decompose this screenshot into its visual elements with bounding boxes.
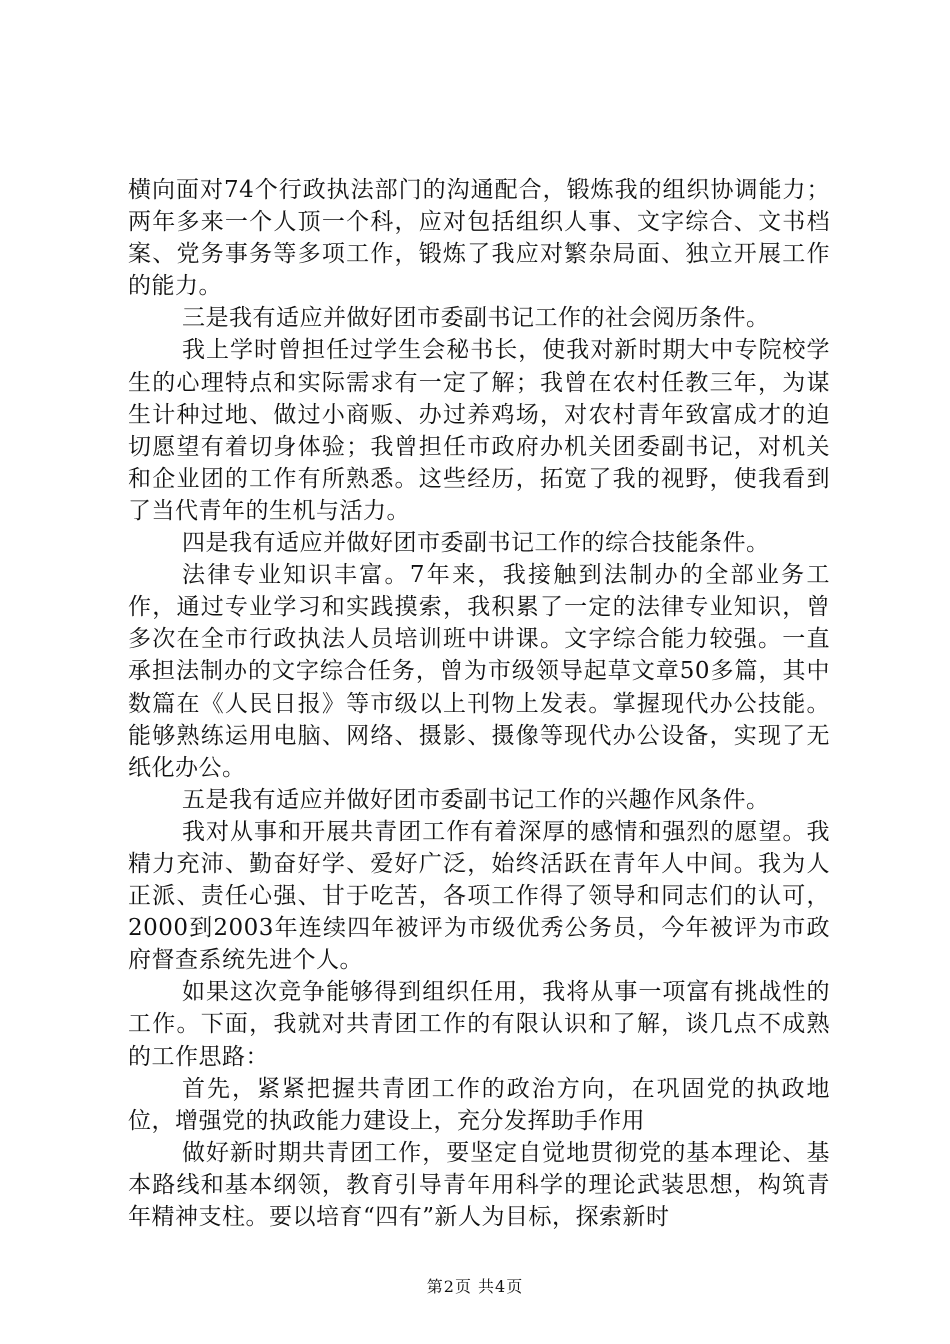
paragraph-8: 如果这次竞争能够得到组织任用，我将从事一项富有挑战性的工作。下面，我就对共青团工作的有限认识和了解，谈几点不成熟的工作思路： xyxy=(128,979,830,1070)
paragraph-5: 法律专业知识丰富。7年来，我接触到法制办的全部业务工作，通过专业学习和实践摸索，我积累了一定的法律专业知识，曾多次在全市行政执法人员培训班中讲课。文字综合能力较强。一直承担法制办的文字综合任务，曾为市级领导起草文章50多篇，其中数篇在《人民日报》等市级以上刊物上发表。掌握现代办公技能。能够熟练运用电脑、网络、摄影、摄像等现代办公设备，实现了无纸化办公。 xyxy=(128,562,830,781)
paragraph-9: 首先，紧紧把握共青团工作的政治方向，在巩固党的执政地位，增强党的执政能力建设上，充分发挥助手作用 xyxy=(128,1075,830,1134)
paragraph-6: 五是我有适应并做好团市委副书记工作的兴趣作风条件。 xyxy=(182,786,770,813)
page-footer xyxy=(0,1277,950,1297)
paragraph-1: 横向面对74个行政执法部门的沟通配合，锻炼我的组织协调能力；两年多来一个人顶一个科，应对包括组织人事、文字综合、文书档案、党务事务等多项工作，锻炼了我应对繁杂局面、独立开展工作的能力。 xyxy=(128,177,830,300)
document-body xyxy=(128,174,830,1233)
paragraph-3: 我上学时曾担任过学生会秘书长，使我对新时期大中专院校学生的心理特点和实际需求有一定了解；我曾在农村任教三年，为谋生计种过地、做过小商贩、办过养鸡场，对农村青年致富成才的迫切愿望有着切身体验；我曾担任市政府办机关团委副书记，对机关和企业团的工作有所熟悉。这些经历，拓宽了我的视野，使我看到了当代青年的生机与活力。 xyxy=(128,337,830,524)
paragraph-2: 三是我有适应并做好团市委副书记工作的社会阅历条件。 xyxy=(182,305,770,332)
paragraph-4: 四是我有适应并做好团市委副书记工作的综合技能条件。 xyxy=(182,530,770,557)
paragraph-7: 我对从事和开展共青团工作有着深厚的感情和强烈的愿望。我精力充沛、勤奋好学、爱好广泛，始终活跃在青年人中间。我为人正派、责任心强、甘于吃苦，各项工作得了领导和同志们的认可，2000到2003年连续四年被评为市级优秀公务员，今年被评为市政府督查系统先进个人。 xyxy=(128,818,830,974)
page-number-label: 第2页 共4页 xyxy=(426,1277,524,1296)
paragraph-10: 做好新时期共青团工作，要坚定自觉地贯彻党的基本理论、基本路线和基本纲领，教育引导青年用科学的理论武装思想，构筑青年精神支柱。要以培育“四有”新人为目标，探索新时 xyxy=(128,1139,830,1230)
